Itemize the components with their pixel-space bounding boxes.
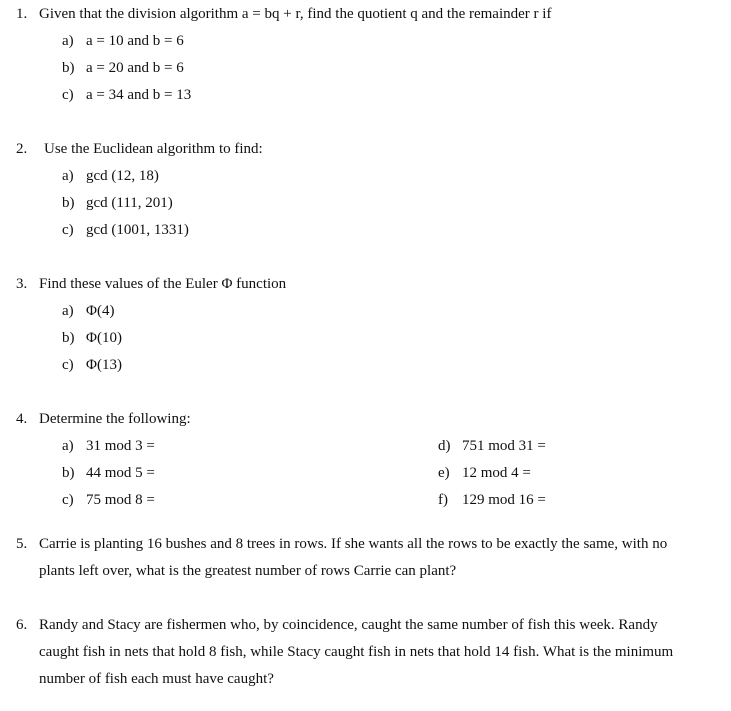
q1-part-c-letter: c) (62, 87, 74, 103)
q4-part-f-letter: f) (438, 492, 448, 508)
q3-number: 3. (16, 276, 28, 292)
q3-part-c-letter: c) (62, 357, 74, 373)
q5-line-2: plants left over, what is the greatest number of rows Carrie can plant? (39, 563, 457, 579)
q4-part-a (62, 436, 155, 456)
q6-line-3: number of fish each must have caught? (39, 671, 274, 687)
q4-part-e-letter: e) (438, 465, 450, 481)
q4-part-b (62, 463, 155, 483)
q2-part-c-letter: c) (62, 222, 74, 238)
q1-part-c-text: a = 34 and b = 13 (86, 87, 192, 103)
q6-line-1: Randy and Stacy are fishermen who, by coincidence, caught the same number of fish this week. Randy (39, 617, 658, 633)
q3-part-a-text: Φ(4) (86, 303, 115, 319)
q1-part-c (62, 85, 191, 105)
q3-part-a-letter: a) (62, 303, 74, 319)
q1-part-a-letter: a) (62, 33, 74, 49)
q4-part-b-letter: b) (62, 465, 75, 481)
q4-part-f-text: 129 mod 16 = (462, 492, 546, 508)
q2-part-c-text: gcd (1001, 1331) (86, 222, 189, 238)
q1-part-a-text: a = 10 and b = 6 (86, 33, 184, 49)
q6-line-2: caught fish in nets that hold 8 fish, while Stacy caught fish in nets that hold 14 fish. What is the minimum (39, 644, 674, 660)
q4-part-c-letter: c) (62, 492, 74, 508)
q3-part-a (62, 301, 114, 321)
q1-number: 1. (16, 6, 28, 22)
q4-part-e (438, 463, 531, 483)
q3-part-b-letter: b) (62, 330, 75, 346)
q1-part-b (62, 58, 184, 78)
q1-part-b-letter: b) (62, 60, 75, 76)
q4-part-b-text: 44 mod 5 = (86, 465, 155, 481)
q5-number: 5. (16, 536, 28, 552)
q2-part-b-text: gcd (111, 201) (86, 195, 173, 211)
q6-number: 6. (16, 617, 28, 633)
q4-part-e-text: 12 mod 4 = (462, 465, 531, 481)
q4-part-d-letter: d) (438, 438, 451, 454)
q4-part-a-text: 31 mod 3 = (86, 438, 155, 454)
q2-part-b-letter: b) (62, 195, 75, 211)
q3-part-b (62, 328, 122, 348)
q4-part-f (438, 490, 546, 510)
q5-line-1: Carrie is planting 16 bushes and 8 trees in rows. If she wants all the rows to be exactly the same, with no (39, 536, 668, 552)
q2-number: 2. (16, 141, 28, 157)
q3-text: Find these values of the Euler Φ function (39, 276, 287, 292)
q2-part-b (62, 193, 173, 213)
q2-part-a (62, 166, 159, 186)
q3-part-c (62, 355, 122, 375)
q2-part-a-letter: a) (62, 168, 74, 184)
q4-text: Determine the following: (39, 411, 191, 427)
q3-part-c-text: Φ(13) (86, 357, 122, 373)
q1-text: Given that the division algorithm a = bq + r, find the quotient q and the remainder r if (39, 6, 552, 22)
q4-part-a-letter: a) (62, 438, 74, 454)
q4-part-d-text: 751 mod 31 = (462, 438, 546, 454)
q4-part-c-text: 75 mod 8 = (86, 492, 155, 508)
q3-part-b-text: Φ(10) (86, 330, 122, 346)
q1-part-b-text: a = 20 and b = 6 (86, 60, 184, 76)
q2-part-c (62, 220, 189, 240)
q1-part-a (62, 31, 184, 51)
q2-text: Use the Euclidean algorithm to find: (44, 141, 263, 157)
q4-number: 4. (16, 411, 28, 427)
q4-part-c (62, 490, 155, 510)
q2-part-a-text: gcd (12, 18) (86, 168, 159, 184)
q4-part-d (438, 436, 546, 456)
